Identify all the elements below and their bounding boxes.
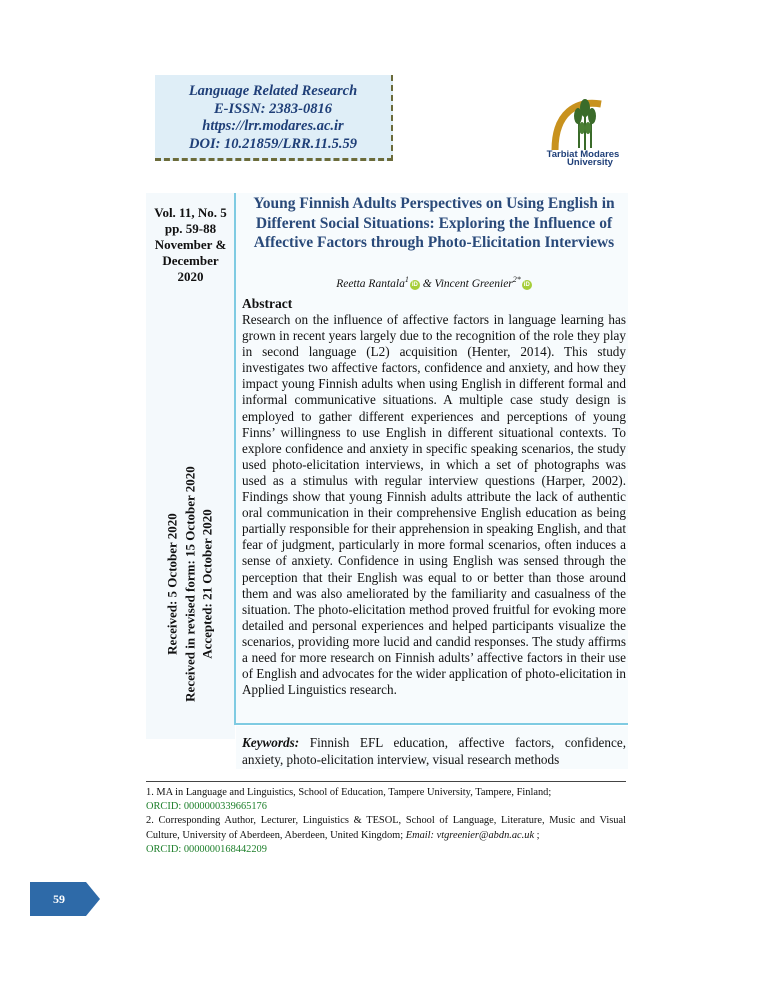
page-number: 59 [53, 892, 65, 906]
article-title: Young Finnish Adults Perspectives on Using English in Different Social Situations: Exploring the Influence of Affective Factors through Photo-Elicitation Interviews [253, 195, 615, 251]
author-1: Reetta Rantala [336, 277, 405, 290]
author-1-affiliation: 1 [404, 275, 409, 284]
submission-dates [164, 412, 218, 757]
page-number-tab [30, 882, 100, 916]
journal-url[interactable]: https://lrr.modares.ac.ir [202, 118, 344, 134]
vertical-divider [234, 193, 236, 725]
logo-text-line1: Tarbiat Modares [546, 149, 620, 160]
keywords [242, 735, 626, 768]
article-meta-sidebar [146, 193, 235, 739]
journal-info-box [155, 75, 393, 161]
footnote-2-end: ; [534, 829, 540, 841]
author-2: & Vincent Greenier [422, 277, 513, 290]
university-logo [543, 92, 623, 170]
accepted-date: Accepted: 21 October 2020 [199, 509, 215, 659]
journal-issn: E-ISSN: 2383-0816 [213, 100, 333, 117]
footnote-1: 1. MA in Language and Linguistics, School of Education, Tampere University, Tampere, Finland; [146, 787, 552, 798]
received-date: Received: 5 October 2020 [164, 513, 180, 655]
abstract-heading: Abstract [242, 296, 293, 311]
orcid-icon[interactable]: iD [523, 281, 530, 288]
footnotes [146, 786, 626, 857]
volume-number: Vol. 11, No. 5 [154, 205, 227, 220]
footnote-2 [146, 814, 626, 842]
issue-info [146, 205, 235, 285]
footnote-1-orcid[interactable]: ORCID: 0000000339665176 [146, 801, 267, 813]
footnote-2-text: 2. Corresponding Author, Lecturer, Linguistics & TESOL, School of Language, Literature, Music and Visual Culture, University of Aberdeen, Aberdeen, United Kingdom; [146, 815, 626, 841]
footnote-2-orcid[interactable]: ORCID: 0000000168442209 [146, 843, 267, 855]
journal-name: Language Related Research [188, 83, 358, 99]
horizontal-divider [234, 723, 628, 725]
orcid-icon[interactable]: iD [411, 281, 418, 288]
issue-month: November & [154, 237, 227, 252]
keywords-list: Finnish EFL education, affective factors, confidence, anxiety, photo-elicitation interview, visual research methods [242, 735, 626, 767]
author-2-affiliation: 2* [512, 275, 521, 284]
issue-year: 2020 [177, 269, 204, 284]
journal-doi[interactable]: DOI: 10.21859/LRR.11.5.59 [189, 135, 357, 152]
page-range: pp. 59-88 [164, 221, 217, 236]
footnote-separator [146, 781, 626, 782]
author-line [242, 275, 626, 290]
logo-text-line2: University [567, 157, 613, 168]
keywords-label: Keywords: [242, 735, 300, 750]
abstract-text: Research on the influence of affective factors in language learning has grown in recent years largely due to the recognition of the role they play in second language (L2) acquisition (Henter, 2014). This study investigates two affective factors, confidence and anxiety, and how they impact young Finnish adults when using English in different formal and informal communicative situations. A multiple case study design is employed to gather different experiences and perceptions of young Finns’ willingness to use English in different situational contexts. To explore confidence and anxiety in specific speaking scenarios, the study used photo-elicitation interviews, in which a set of photographs was used as a stimulus with regular interview questions (Harper, 2002). Findings show that young Finnish adults attribute the lack of authentic oral communication in their comprehensive English education as being partially responsible for their apprehension in speaking English, and that fear of judgment, particularly in more formal scenarios, often induces a sense of anxiety. Confidence in using English was sensed through the perception that their English was equal to or better than those around them and was also ameliorated by the familiarity and casualness of the situation. The photo-elicitation method proved fruitful for evoking more detailed and personal experiences and helped participants visualize the scenarios, providing more lucid and candid responses. The study affirms a need for more research on Finnish adults’ affective factors in their use of English and advocates for the wider application of photo-elicitation in Applied Linguistics research. [242, 312, 626, 698]
logo-emblem-icon [549, 92, 617, 152]
issue-month2: December [162, 253, 219, 268]
footnote-2-email[interactable]: Email: vtgreenier@abdn.ac.uk [405, 829, 535, 841]
revised-date: Received in revised form: 15 October 2020 [182, 466, 197, 702]
